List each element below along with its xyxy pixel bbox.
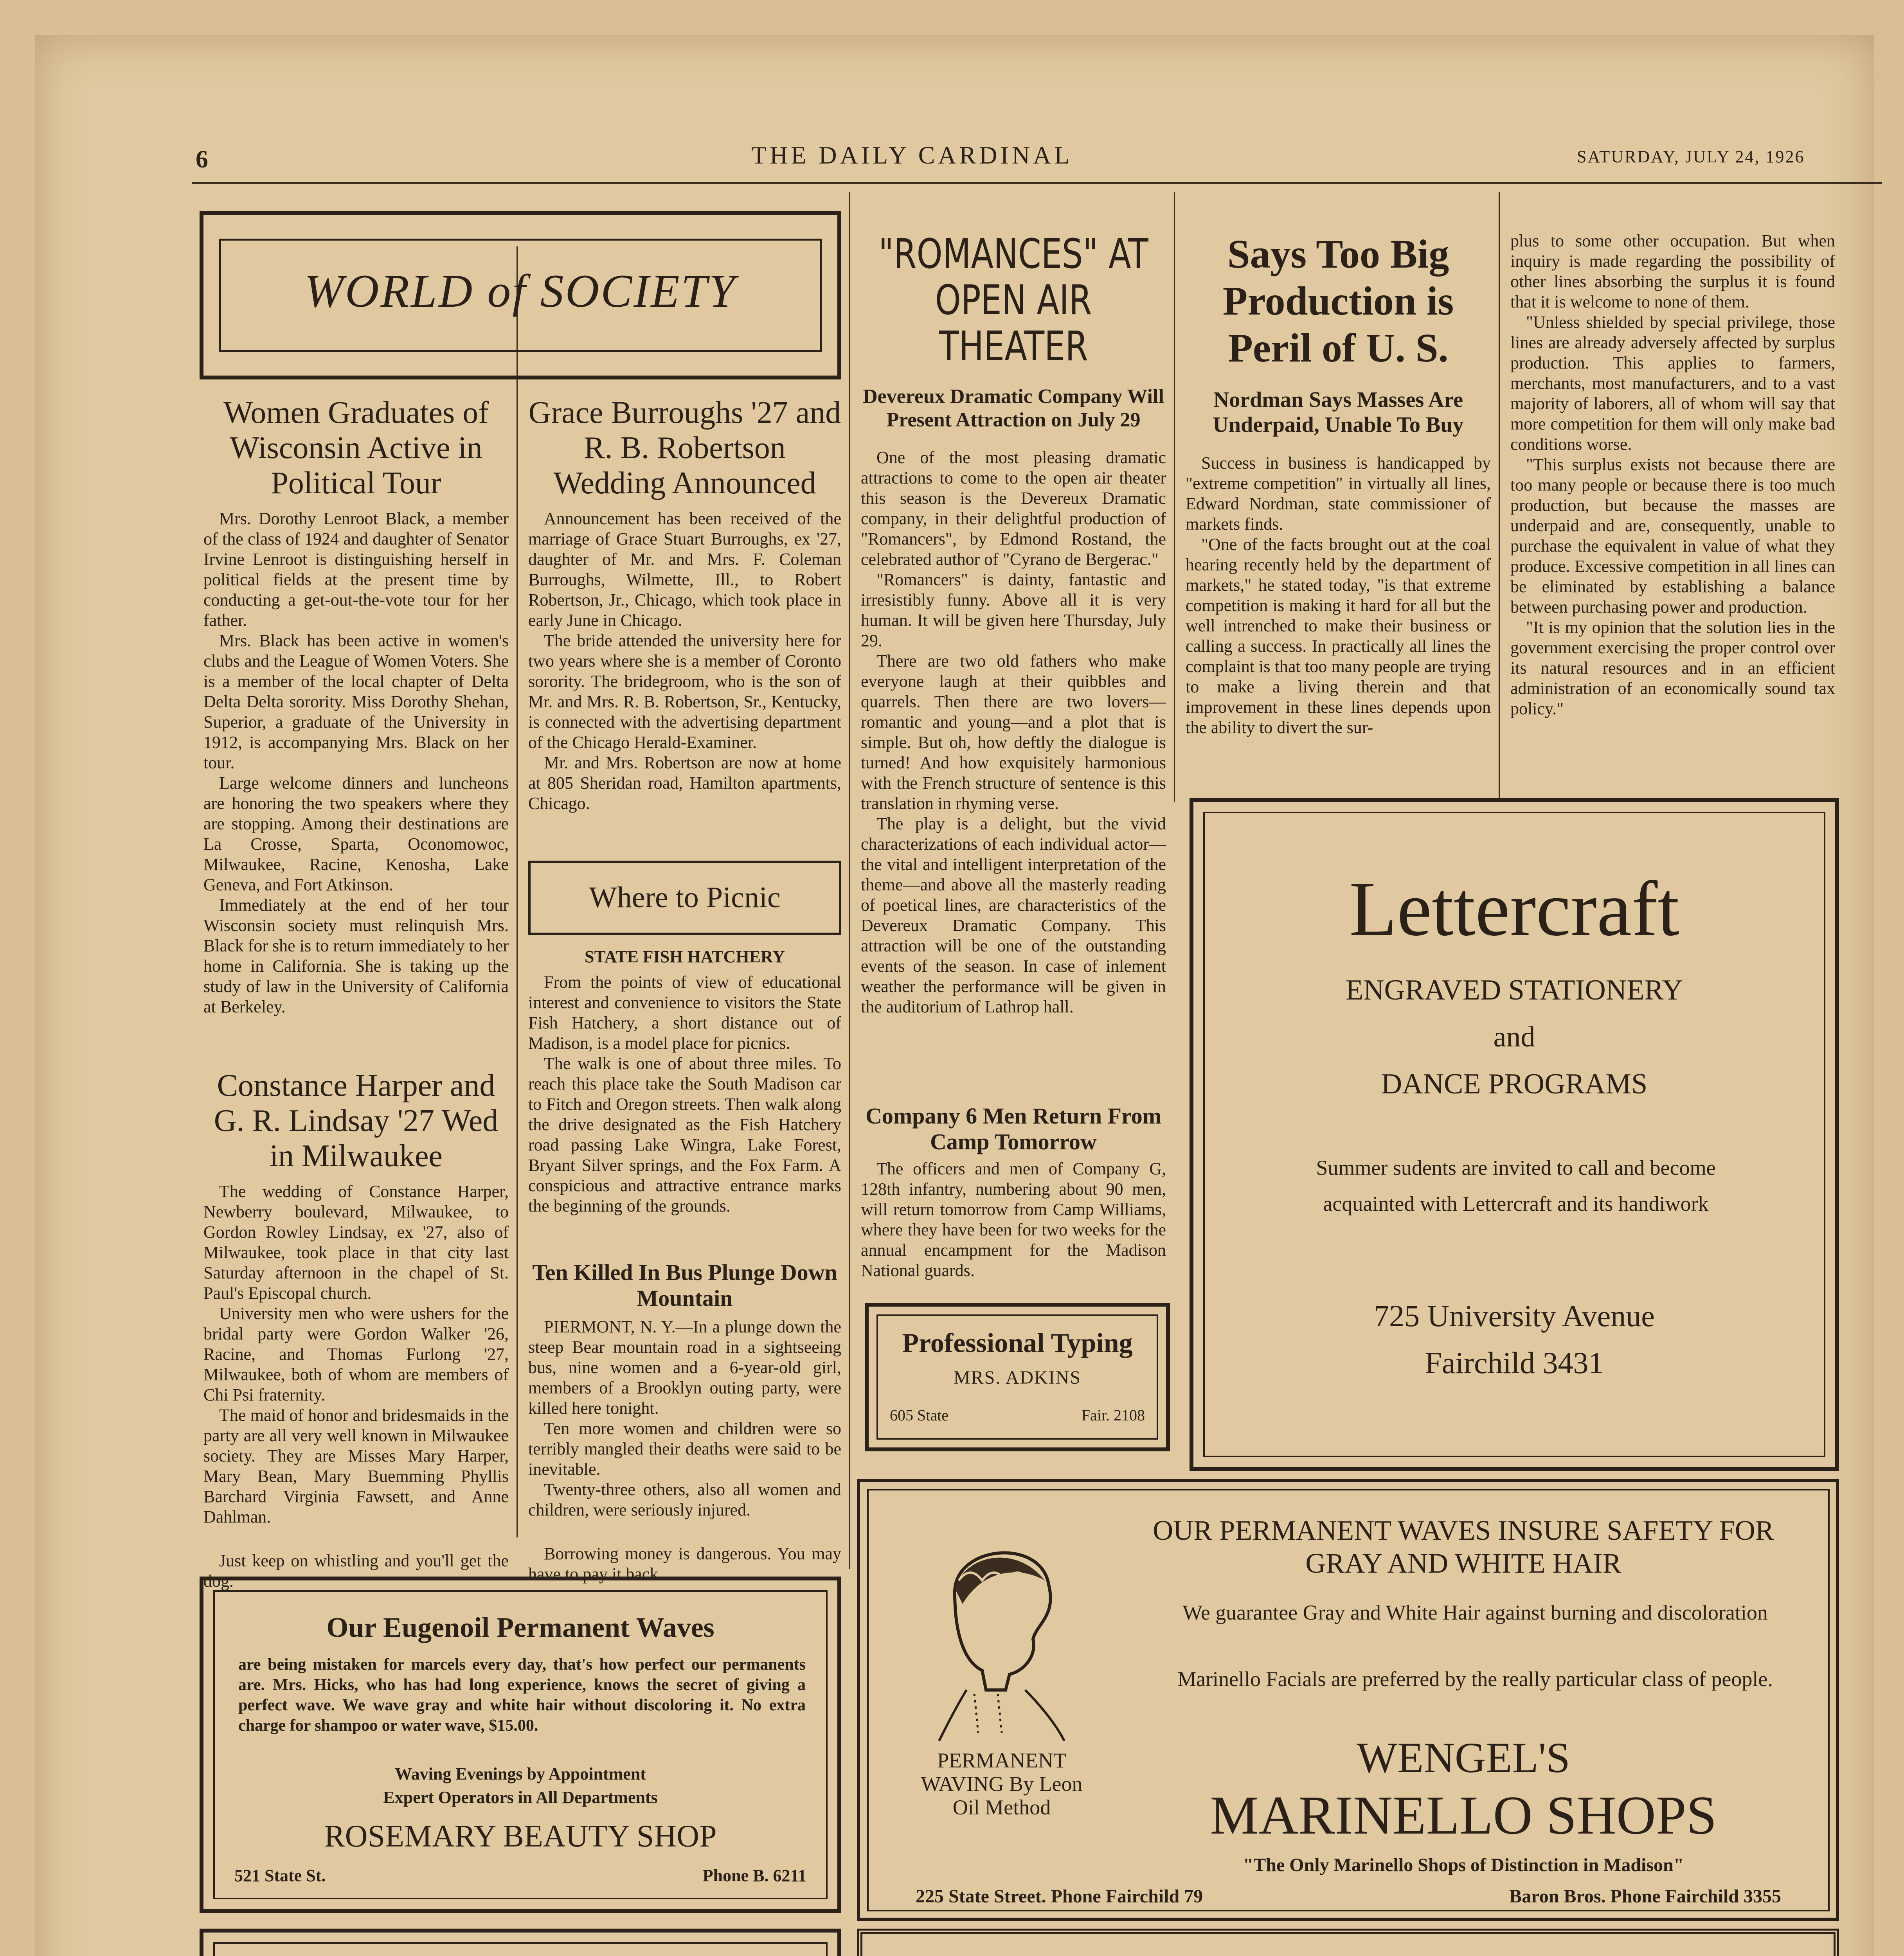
story-bus-plunge <box>528 1260 841 1584</box>
marinello-line2: Marinello Facials are preferred by the really particular class of people. <box>1177 1667 1773 1691</box>
picnic-banner: Where to Picnic <box>589 881 781 914</box>
typing-name: MRS. ADKINS <box>953 1367 1082 1388</box>
story-romancers <box>861 231 1166 1017</box>
paragraph: "Romancers" is dainty, fantastic and irresistibly funny. Above all it is very human. It will be given here Thursday, July 29. <box>861 570 1166 650</box>
paragraph: Immediately at the end of her tour Wisconsin society must relinquish Mrs. Black for she is to return immediately to her home in California. She is taking up the study of law in the University of California at Berkeley. <box>203 895 509 1016</box>
headline: Grace Burroughs '27 and R. B. Robertson Wedding Announced <box>528 396 841 500</box>
woman-portrait-illustration <box>908 1522 1096 1741</box>
lettercraft-name: Lettercraft <box>1349 866 1679 952</box>
lettercraft-invite: Summer sudents are invited to call and become acquainted with Lettercraft and its handiwork <box>1316 1156 1716 1215</box>
typing-ad <box>865 1303 1170 1451</box>
eugenoil-body: are being mistaken for marcels every day, that's how perfect our permanents are. Mrs. Hicks, who has had long experience, knows the secret of giving a perfect wave. We wave gray and white hair without discoloring it. No extra charge for shampoo or water wave, $15.00. <box>238 1656 806 1735</box>
paragraph: The wedding of Constance Harper, Newberry boulevard, Milwaukee, to Gordon Rowley Lindsay, ex '27, also of Milwaukee, took place in that city last Saturday afternoon in the chapel of St. Paul's Episcopal church. <box>203 1182 509 1303</box>
story-production <box>1186 231 1491 738</box>
lettercraft-line1: ENGRAVED STATIONERY <box>1345 974 1683 1006</box>
eugenoil-address: 521 State St. <box>234 1866 326 1885</box>
paragraph: "This surplus exists not because there are too many people or because there is too much production, but because the masses are underpaid and are, consequently, unable to purchase the equivalent in value of what they produce. Excessive competition in all lines can be eliminated by establishing a balance between purchasing power and production. <box>1510 455 1835 617</box>
paragraph: Success in business is handicapped by "extreme competition" in virtually all lines, Edward Nordman, state commissioner of markets finds. <box>1186 453 1491 534</box>
marinello-name-top: WENGEL'S <box>1357 1734 1570 1782</box>
filler: Borrowing money is dangerous. You may have to pay it back. <box>528 1544 841 1584</box>
marinello-left-address: 225 State Street. Phone Fairchild 79 <box>916 1886 1203 1907</box>
eugenoil-ad <box>200 1577 841 1913</box>
typing-address: 605 State <box>890 1406 948 1424</box>
lettercraft-line3: DANCE PROGRAMS <box>1381 1068 1648 1100</box>
eugenoil-shop-name: ROSEMARY BEAUTY SHOP <box>324 1819 717 1854</box>
paragraph: Ten more women and children were so terribly mangled their deaths were said to be inevitable. <box>528 1419 841 1479</box>
paper-name: THE DAILY CARDINAL <box>751 141 1073 169</box>
society-banner: WORLD of SOCIETY <box>304 265 737 317</box>
masthead-rule <box>192 182 1882 184</box>
society-banner-frame <box>200 211 841 379</box>
paragraph: Twenty-three others, also all women and children, were seriously injured. <box>528 1480 841 1519</box>
paragraph: Announcement has been received of the marriage of Grace Stuart Burroughs, ex '27, daughter of Mr. and Mrs. F. Coleman Burroughs, Wilmette, Ill., to Robert Robertson, Jr., Chicago, which took place in early June in Chicago. <box>528 509 841 630</box>
eugenoil-title: Our Eugenoil Permanent Waves <box>326 1612 714 1643</box>
eugenoil-ad-inner <box>213 1590 828 1899</box>
subhead: Nordman Says Masses Are Underpaid, Unable To Buy <box>1213 388 1464 437</box>
marinello-ad <box>857 1479 1839 1921</box>
paragraph: plus to some other occupation. But when inquiry is made regarding the possibility of other lines absorbing the surplus it is found that it is welcome to none of them. <box>1510 231 1835 311</box>
paragraph: Mrs. Dorothy Lenroot Black, a member of the class of 1924 and daughter of Senator Irvine Lenroot is distinguishing herself in political fields at the present time by conducting a get-out-the-vote tour for her father. <box>203 509 509 630</box>
marinello-tagline: "The Only Marinello Shops of Distinction in Madison" <box>1243 1855 1684 1875</box>
paragraph: The maid of honor and bridesmaids in the party are all very well known in Milwaukee society. They are Misses Mary Harper, Mary Bean, Mary Buemming Phyllis Barchard Virginia Fawsett, and Anne Dahlman. <box>203 1406 509 1526</box>
story-production-continued <box>1510 231 1835 719</box>
issue-date: SATURDAY, JULY 24, 1926 <box>1577 147 1805 166</box>
headline: Says Too Big Production is Peril of U. S. <box>1222 232 1454 370</box>
headline: Women Graduates of Wisconsin Active in Political Tour <box>223 396 489 500</box>
marinello-headline: OUR PERMANENT WAVES INSURE SAFETY FOR GRAY AND WHITE HAIR <box>1153 1515 1774 1579</box>
paragraph: From the points of view of educational interest and convenience to visitors the State Fish Hatchery, a short distance out of Madison, is a model place for picnics. <box>528 973 841 1053</box>
lettercraft-ad <box>1190 798 1839 1471</box>
paragraph: "It is my opinion that the solution lies in the government exercising the proper control over its natural resources and in an efficient administration of an economically sound tax policy." <box>1510 618 1835 718</box>
paragraph: Large welcome dinners and luncheons are honoring the two speakers where they are stopping. Among their destinations are La Crosse, Sparta, Oconomowoc, Milwaukee, Racine, Kenosha, Lake Geneva, and Fort Atkinson. <box>203 773 509 894</box>
subhead: Devereux Dramatic Company Will Present Attraction on July 29 <box>863 385 1164 431</box>
column-rule <box>849 192 850 1569</box>
lawrence-ad <box>200 1929 841 1956</box>
filler: Just keep on whistling and you'll get the dog. <box>203 1551 509 1591</box>
story-constance-harper <box>203 1068 509 1591</box>
paragraph: "One of the facts brought out at the coal hearing recently held by the department of markets," he stated today, "is that extreme competition is making it hard for all but the well intrenched to make their business or calling a success. In practically all lines the complaint is that too many people are trying to make a living therein and that improvement in these lines depends upon the ability to divert the sur- <box>1186 535 1491 737</box>
headline: Company 6 Men Return From Camp Tomorrow <box>865 1103 1162 1154</box>
paragraph: There are two old fathers who make everyone laugh at their quibbles and quarrels. Then there are two lovers—romantic and young—and a plot that is simple. But oh, how deftly the dialogue is turned! And how exquisitely harmonious with the French structure of sentence is this translation in rhyming verse. <box>861 651 1166 813</box>
headline: Constance Harper and G. R. Lindsay '27 Wed in Milwaukee <box>214 1068 498 1173</box>
lettercraft-ad-inner <box>1203 812 1825 1457</box>
newspaper-page <box>35 35 1874 1956</box>
story-company-6 <box>861 1103 1166 1281</box>
paragraph: Mr. and Mrs. Robertson are now at home at 805 Sheridan road, Hamilton apartments, Chicago. <box>528 753 841 813</box>
paragraph: University men who were ushers for the bridal party were Gordon Walker '26, Racine, and Thomas Furlong '27, Milwaukee, both of whom are members of Chi Psi fraternity. <box>203 1304 509 1404</box>
subhead: STATE FISH HATCHERY <box>585 947 785 966</box>
story-grace-burroughs <box>528 395 841 814</box>
column-rule <box>1174 192 1175 802</box>
neckwear-ad <box>857 1929 1839 1956</box>
paragraph: One of the most pleasing dramatic attractions to come to the open air theater this season is the Devereux Dramatic company, in their delightful production of "Romancers", by Edmond Rostand, the celebrated author of "Cyrano de Bergerac." <box>861 448 1166 569</box>
marinello-line1: We guarantee Gray and White Hair against burning and discoloration <box>1182 1601 1768 1624</box>
society-banner-inner <box>219 239 822 352</box>
paragraph: The officers and men of Company G, 128th infantry, numbering about 90 men, will return tomorrow from Camp Williams, where they have been for two weeks for the annual encampment for the Madison National guards. <box>861 1159 1166 1280</box>
paragraph: The bride attended the university here for two years where she is a member of Coronto sorority. The bridegroom, who is the son of Mr. and Mrs. R. B. Robertson, Sr., Kentucky, is connected with the advertising department of the Chicago Herald-Examiner. <box>528 631 841 752</box>
headline: "ROMANCES" AT OPEN AIR THEATER <box>878 230 1148 370</box>
paragraph: PIERMONT, N. Y.—In a plunge down the steep Bear mountain road in a sightseeing bus, nine women and a 6-year-old girl, members of a Brooklyn outing party, were killed here tonight. <box>528 1317 841 1418</box>
lawrence-ad-inner <box>213 1942 828 1956</box>
story-picnic <box>528 947 841 1216</box>
page-number: 6 <box>196 145 211 173</box>
picnic-banner-frame <box>528 861 841 935</box>
typing-title: Professional Typing <box>902 1328 1133 1358</box>
paragraph: Mrs. Black has been active in women's clubs and the League of Women Voters. She is a member of the local chapter of Delta Delta Delta sorority. Miss Dorothy Shehan, Superior, a graduate of the University in 1912, is accompanying Mrs. Black on her tour. <box>203 631 509 772</box>
eugenoil-line2: Expert Operators in All Departments <box>383 1788 658 1807</box>
column-rule <box>516 246 518 1537</box>
paragraph: The walk is one of about three miles. To reach this place take the South Madison car to Fitch and Oregon streets. Then walk along the drive designated as the Fish Hatchery road passing Lake Wingra, Lake Forest, Bryant Silver springs, and the Fox Farm. A conspicious and attractive entrance marks the beginning of the grounds. <box>528 1054 841 1215</box>
column-rule <box>1499 192 1500 802</box>
paragraph: "Unless shielded by special privilege, those lines are already adversely affected by surplus production. This applies to farmers, merchants, most manufacturers, and to a vast majority of laborers, all of whom will say that more competition for them will only make bad conditions worse. <box>1510 313 1835 454</box>
lettercraft-address: 725 University Avenue <box>1374 1299 1655 1333</box>
marinello-caption: PERMANENT WAVING By Leon Oil Method <box>921 1749 1083 1819</box>
marinello-ad-inner <box>867 1489 1830 1911</box>
headline: Ten Killed In Bus Plunge Down Mountain <box>532 1260 837 1311</box>
paragraph: The play is a delight, but the vivid characterizations of each individual actor—the vital and intelligent interpretation of the theme—and above all the masterly reading of poetical lines, are characteristics of the Devereux Dramatic Company. This attraction will be one of the outstanding events of the season. In case of inlement weather the performance will be given in the auditorium of Lathrop hall. <box>861 814 1166 1016</box>
typing-ad-inner <box>876 1314 1158 1440</box>
eugenoil-phone: Phone B. 6211 <box>702 1866 806 1885</box>
lettercraft-phone: Fairchild 3431 <box>1425 1346 1604 1380</box>
marinello-right-address: Baron Bros. Phone Fairchild 3355 <box>1509 1886 1781 1907</box>
story-women-graduates <box>203 395 509 1017</box>
marinello-name: MARINELLO SHOPS <box>1210 1785 1717 1846</box>
eugenoil-line1: Waving Evenings by Appointment <box>395 1764 646 1783</box>
typing-phone: Fair. 2108 <box>1081 1406 1145 1424</box>
lettercraft-line2: and <box>1493 1021 1535 1053</box>
